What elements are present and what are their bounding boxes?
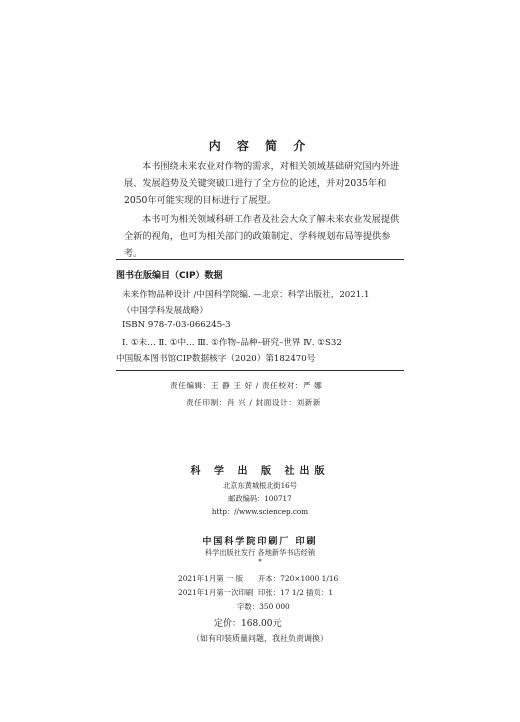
separator-star: * bbox=[258, 558, 262, 566]
word-count: 字数：350 000 bbox=[237, 602, 290, 611]
sheets-info: 印张：17 1/2 插页：1 bbox=[258, 588, 334, 597]
publisher-website: http：//www.sciencep.com bbox=[211, 507, 309, 516]
credits-production: 责任印制：肖 兴 / 封面设计：刘新新 bbox=[186, 398, 322, 407]
summary-paragraph-2: 本书可为相关领域科研工作者及社会大众了解未来农业发展提供全新的视角，也可为相关部门的政策制定、学科规划布局等提供参考。 bbox=[124, 214, 400, 259]
edition-date: 2021年1月第 一 版 bbox=[178, 574, 244, 583]
format-size: 开本：720×1000 1/16 bbox=[258, 574, 339, 583]
publisher-name: 科 学 出 版 社出版 bbox=[190, 466, 330, 477]
divider-top bbox=[116, 259, 404, 260]
summary-paragraph-1: 本书围绕未来农业对作物的需求，对相关领域基础研究国内外进展、发展趋势及关键突破口进行了全方位的论述，并对2035年和2050年可能实现的目标进行了展望。 bbox=[124, 161, 400, 206]
cip-line-title: 未来作物品种设计 /中国科学院编. —北京：科学出版社，2021.1 bbox=[122, 290, 370, 300]
price-line bbox=[214, 616, 282, 629]
cip-line-record-number: 中国版本图书馆CIP数据核字（2020）第182470号 bbox=[116, 354, 316, 364]
divider-bottom bbox=[116, 370, 404, 371]
cip-line-series: （中国学科发展战略） bbox=[122, 306, 208, 316]
publisher-postcode: 邮政编码：100717 bbox=[228, 494, 292, 503]
price-value: 168.00元 bbox=[241, 619, 282, 629]
printing-date: 2021年1月第一次印刷 bbox=[178, 588, 254, 597]
price-label: 定价： bbox=[214, 619, 242, 629]
distribution-info: 科学出版社发行 各地新华书店经销 bbox=[204, 548, 316, 557]
credits-editors: 责任编辑：王 静 王 好 / 责任校对：严 娜 bbox=[170, 381, 323, 390]
publisher-address: 北京东黄城根北街16号 bbox=[223, 481, 297, 490]
cip-heading: 图书在版编目（CIP）数据 bbox=[116, 271, 223, 281]
quality-note: （如有印装质量问题，我社负责调换） bbox=[192, 634, 328, 643]
printer-name: 中国科学院印刷厂 印刷 bbox=[202, 537, 318, 547]
summary-title: 内 容 简 介 bbox=[208, 139, 312, 153]
cip-line-classification: Ⅰ. ①未… Ⅱ. ①中… Ⅲ. ①作物–品种–研究–世界 Ⅳ. ①S32 bbox=[122, 338, 342, 348]
cip-line-isbn: ISBN 978-7-03-066245-3 bbox=[122, 320, 231, 330]
